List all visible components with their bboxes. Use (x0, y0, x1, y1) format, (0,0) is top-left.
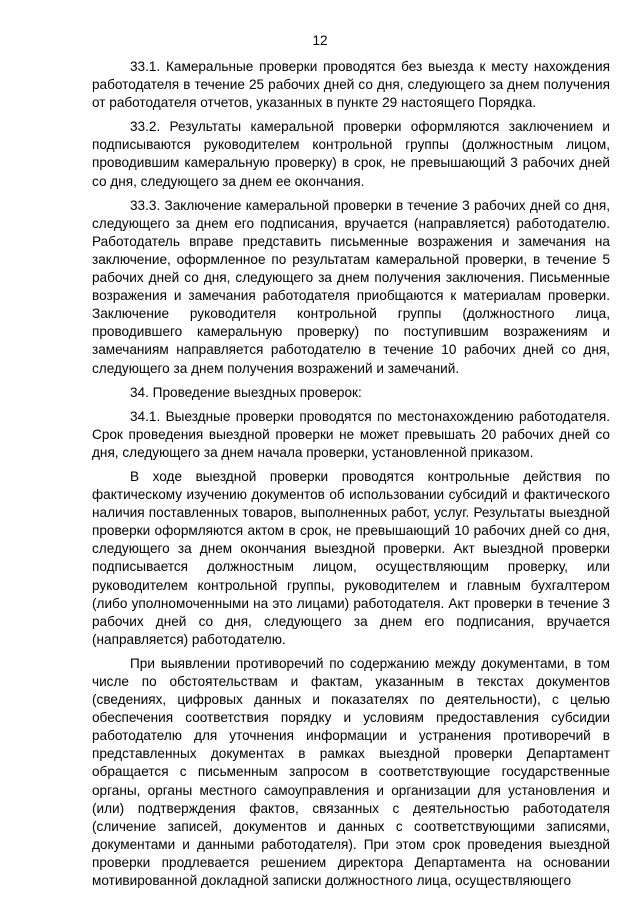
paragraph-34: 34. Проведение выездных проверок: (130, 384, 362, 400)
paragraph-33-2: 33.2. Результаты камеральной проверки оформляются заключением и подписываются руководителем контрольной группы (должностным лицом, проводившим камеральную проверку) в срок, не превышающий 3 рабочих дней со дня, следующего за днем ее окончания. (92, 119, 610, 189)
paragraph-field-inspection: В ходе выездной проверки проводятся контрольные действия по фактическому изучению документов об использовании субсидий и фактического наличия поставленных товаров, выполненных работ, услуг. Результаты выездной проверки оформляются актом в срок, не превышающий 10 рабочих дней со дня, следующего за днем окончания выездной проверки. Акт выездной проверки подписывается должностным лицом, осуществляющим проверку, или руководителем контрольной группы, руководителем и главным бухгалтером (либо уполномоченными на это лицами) работодателя. Акт проверки в течение 3 рабочих дней со дня, следующего за днем его подписания, вручается (направляется) работодателю. (92, 468, 610, 647)
paragraph-33-3: 33.3. Заключение камеральной проверки в течение 3 рабочих дней со дня, следующего за днем его подписания, вручается (направляется) работодателю. Работодатель вправе представить письменные возражения и замечания на заключение, оформленное по результатам камеральной проверки, в течение 5 рабочих дней со дня, следующего за днем получения заключения. Письменные возражения и замечания работодателя приобщаются к материалам проверки. Заключение руководителя контрольной группы (должностного лица, проводившего камеральную проверку) по поступившим возражениям и замечаниям направляется работодателю в течение 10 рабочих дней со дня, следующего за днем получения возражений и замечаний. (92, 197, 610, 376)
paragraph-33-1: 33.1. Камеральные проверки проводятся без выезда к месту нахождения работодателя в течение 25 рабочих дней со дня, следующего за днем получения от работодателя отчетов, указанных в пункте 29 настоящего Порядка. (92, 59, 610, 111)
page-number: 12 (312, 33, 328, 48)
document-body (92, 58, 610, 896)
paragraph-contradictions: При выявлении противоречий по содержанию между документами, в том числе по обстоятельствам и фактам, указанным в текстах документов (сведениях, цифровых данных и показателях по деятельности), с целью обеспечения соответствия порядку и условиям предоставления субсидии работодателю для уточнения информации и устранения противоречий в представленных документах в рамках выездной проверки Департамент обращается с письменным запросом в соответствующие государственные органы, органы местного самоуправления и организации для установления и (или) подтверждения фактов, связанных с деятельностью работодателя (сличение записей, документов и данных с соответствующими записями, документами и данными работодателя). При этом срок проведения выездной проверки продлевается решением директора Департамента на основании мотивированной докладной записки должностного лица, осуществляющего (92, 655, 610, 889)
paragraph-34-1: 34.1. Выездные проверки проводятся по местонахождению работодателя. Срок проведения выездной проверки не может превышать 20 рабочих дней со дня, следующего за днем начала проверки, установленной приказом. (92, 408, 610, 460)
